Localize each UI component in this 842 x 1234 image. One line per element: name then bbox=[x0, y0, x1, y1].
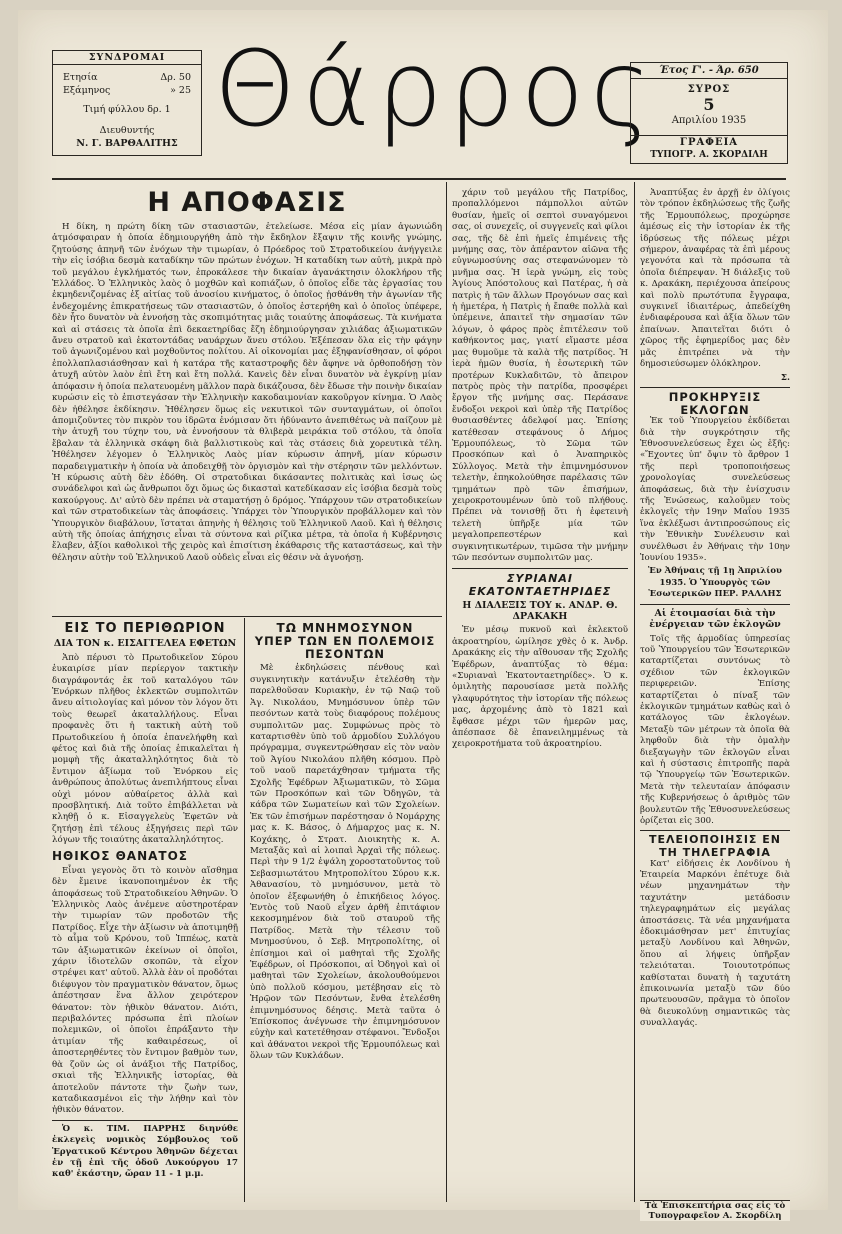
masthead-rule bbox=[52, 178, 786, 180]
col1-subheading: ΔΙΑ ΤΟΝ κ. ΕΙΣΑΓΓΕΛΕΑ ΕΦΕΤΩΝ bbox=[53, 638, 237, 650]
col4-rule bbox=[640, 604, 790, 605]
subscription-heading: ΣΥΝΔΡΟΜΑΙ bbox=[53, 51, 201, 65]
column-4 bbox=[640, 188, 790, 1202]
col2-text: Μὲ ἐκδηλώσεις πένθους καὶ συγκινητικὴν κατάνυξιν ἐτελέσθη τὴν παρελθοῦσαν Κυριακὴν, ἐν τῷ Ναῷ τοῦ Ἁγ. Νικολάου, Μνημόσυνον ὑπὲρ τῶν πεσόντων κατὰ τοὺς διαφόρους πολέμους συμπολιτῶν μας. Συμφώνως πρὸς τὸ καταρτισθὲν ὑπὸ τοῦ ἁρμοδίου Συλλόγου πρόγραμμα, συγκεντρώθησαν εἰς τὸν ναὸν τοῦ Ἁγίου Νικολάου πλῆθη κόσμου. Πρὸ τοῦ ναοῦ παρετάχθησαν τμήματα τῆς Σχολῆς Ἐφέδρων Ἀξιωματικῶν, τὸ Σῶμα τῶν Προσκόπων καὶ τῶν Ὀδηγῶν, τὰ κάδρα τῶν Σωματείων καὶ τῶν Σχολείων. Ἐκ τῶν ἐπισήμων παρέστησαν ὁ Νομάρχης μας κ. Κ. Βάσος, ὁ Δήμαρχος μας κ. Ν. Κοχάκης, ὁ Στρατ. Διοικητὴς κ. Α. Μεταξᾶς καὶ αἱ λοιπαὶ Ἀρχαὶ τῆς πόλεως. Περὶ τὴν 9 1/2 ἐψάλη χοροστατοῦντος τοῦ Σεβασμιωτάτου Μητροπολίτου Σύρου κ.κ. Ἀθανασίου, τὸ μνημόσυνον, μετὰ τὸ ὁποῖον ἐξεφωνήθη ὁ ἐπικήδειος λόγος. Ἐντὸς τοῦ Ναοῦ εἶχεν ἀρθῆ ἐπιτάφιον κεκοσμημένον διὰ τοῦ σταυροῦ τῆς Πατρίδος. Μετὰ τὴν τέλεσιν τοῦ Μνημοσύνου, ὁ Σεβ. Μητροπολίτης, οἱ ἐπίσημοι καὶ οἱ μαθηταὶ τῆς Σχολῆς Ἐφέδρων, οἱ Πρόσκοποι, αἱ Ὀδηγοὶ καὶ οἱ μαθηταὶ τῶν Σχολείων, ἀκολουθούμενοι ὑπὸ πολλοῦ κόσμου, μετέβησαν εἰς τὸ Ἡρῷον τῶν Πεσόντων, ἔνθα ἐτελέσθη ἐπιμνημόσυνος δέησις. Μετὰ ταῦτα ὁ Ἐπίσκοπος ἀνέγνωσε τὴν ἐπιμνημόσυνον εὐχὴν καὶ κατετέθησαν στέφανοι. Ἔνδοξοι καὶ ἀθάνατοι νεκροὶ τῆς Ἑρμουπόλεως καὶ ὅλων τῶν Κυκλάδων. bbox=[250, 663, 440, 1062]
director-name: Ν. Γ. ΒΑΡΘΑΛΙΤΗΣ bbox=[76, 138, 178, 149]
issue-place: ΣΥΡΟΣ bbox=[687, 84, 731, 95]
lead-headline: Η ΑΠΟΦΑΣΙΣ bbox=[147, 187, 347, 218]
col4-heading3: ΤΕΛΕΙΟΠΟΙΗΣΙΣ ΕΝ ΤΗ ΤΗΛΕΓΡΑΦΙΑ bbox=[648, 833, 781, 859]
issue-box bbox=[630, 62, 788, 164]
col4-rule bbox=[640, 830, 790, 831]
column-divider bbox=[244, 618, 245, 1202]
subscription-semester: Εξάμηνος » 25 bbox=[63, 85, 191, 96]
column-divider bbox=[634, 182, 635, 1202]
col4-heading: ΠΡΟΚΗΡΥΞΙΣ ΕΚΛΟΓΩΝ bbox=[668, 389, 762, 417]
column-divider bbox=[446, 182, 447, 1202]
column-3 bbox=[452, 188, 628, 1202]
issue-day: 5 bbox=[703, 95, 715, 114]
lead-text: Η δίκη, η πρώτη δίκη τῶν στασιαστῶν, ἐτελείωσε. Μέσα εἰς μίαν ἀγωνιώδη ἀτμόσφαιραν ἡ ὁποία ἐδημιουργήθη ἀπὸ τὴν ἔκδηλον ἔξαψιν τῆς κοινῆς γνώμης, ζητούσης ἀπηνῆ τῶν ἐνόχων τὴν τιμωρίαν, ὁ Πρόεδρος τοῦ Στρατοδικείου ἀνήγγειλε τὴν εἰς ἰσόβια δεσμὰ καταδίκην τῶν πρώτων ἐνόχων. Ἡ καταδίκη των αὐτὴ, μικρὰ πρὸ τοῦ μεγάλου ἐγκλήματός των, ἐπροκάλεσε τὴν δικαίαν ἀγανάκτησιν ὁλοκλήρου τῆς Ἑλλάδος. Ὁ Ἑλληνικὸς λαὸς ὁ μοχθῶν καὶ κοπιάζων, ὁ ὁποῖος εἶδε τὰς ἐργασίας του ἐκμηδενιζομένας ἐξ αἰτίας τοῦ ἀνοσίου κινήματος, ὁ ὁποῖος ᾐσθάνθη τὴν ἀγωνίαν τῆς ἐνδεχομένης ἐπικρατήσεως τῶν στασιαστῶν, ὁ ὁποῖος ἐστερήθη καὶ ὁ ὁποῖος ὑπέφερε, δὲν ἦτο δυνατὸν νὰ ἐννοήσῃ τὰς σκοπιμότητας μιᾶς τοιαύτης ἀποφάσεως. Τὰ κινήματα καὶ αἱ στάσεις τὰ ὁποῖα ἐπὶ δεκαετηρίδας ἔζη ἐδημιούργησαν χιλιάδας ἀξιωματικῶν ἄνευ στρατοῦ καὶ ἑκατοντάδας ναυάρχων ἄνευ στόλου. Ἐξέπεσαν ὅλα εἰς τὴν φάγην τοῦ ἀγωνιζομένου καὶ μοχθοῦντος πολίτου. Αἱ οἰκονομίαι μας ἐξηφανίσθησαν, οἱ φόροι ἐπολλαπλασιάσθησαν καὶ ἡ κατάρα τῆς καταστροφῆς δὲν ἄφηνε νὰ ὀρθοποδήσῃ τὸν ἀτυχῆ αὐτὸν λαὸν ἐπὶ ἔτη καὶ ἔτη πολλά. Κανεὶς δὲν εἶναι δυνατὸν νὰ ἐγκρίνῃ μίαν ἀπόφασιν ἡ ὁποία πελατευομένη μᾶλλον παρὰ δικάζουσα, δὲν ἔδωσε τὴν ποινὴν δικαίαν κυρώσιν εἰς τὸ ἐπιστεγάσαν τὴν Ἑλληνικὴν κακοδαιμονίαν κακοῦργον κίνημα. Ὁ Λαὸς δὲν ἠθέλησε ἐκδίκησιν. Ἠθέλησεν ὅμως εἰς νεκυτικοὶ τῶν συνταγμάτων, οἱ ὁποῖοι ἀπομιζοῦντες τὸν πικρὸν του ἱδρῶτα ἐνόμισαν ὅτι ἠδύναντο ἀνεπιθέτως νὰ παίζουν μὲ τὴν ἀτυχῆ του τύχην του, νὰ ἐννοήσουν τὰ θλιβερὰ μειράκια τοῦ στόλου, τὰ ὁποῖα ἔβαλαν τὰ ἑλληνικὰ σκάφη διὰ βαλλιστικοὺς καὶ τὰς στάσεις διὰ χορευτικὰ τέλη. Ἠθέλησεν λέγομεν ὁ Ἑλληνικὸς Λαὸς μίαν κύρωσιν ἀπηνῆ, μίαν κύρωσιν παραδειγματικὴν ἡ ὁποία νὰ ἀποδειχθῇ τὸν ὀργισμὸν καὶ τὴν στέρησιν τῶν μελλόντων. Ἡ κύρωσις αὐτὴ δὲν ἐδόθη. Οἱ στρατοδικαι δικάσαντες πολιτικὰς καὶ ἰσως ὡς συνάδελφοι καὶ ὡς ἄνθρωποι ὄχι ὅμως ὡς δικασταὶ κατεδίκασαν εἰς ἰσόβια δεσμὰ τοὺς κακούργους. Δι' αὐτὸ δὲν πρέπει νὰ σταματήσῃ ὁ δρόμος. Ὑπάρχουν τῶν στρατοδικείων καὶ τῶν στρατοδικείων τὰς ἀποφάσεις. Ὑπάρχει τὸν Ὑπουργικὸν προβάλλομεν καὶ τὸν Ὑπουργικὸν διαβάλουν, ἵσταται ἀπηνὴς ἡ θέλησις τοῦ Ἑλληνικοῦ Λαοῦ. Καὶ ἡ θέλησις αὐτὴ τῆς ὁποίας ἀπήχησις εἶναι τὰ σύντονα καὶ ρίζικα μέτρα, τὰ ὁποῖα ἡ Κυβέρνησις ἔλαβεν, ἀξίοι καθολικοὶ τῆς χειρὸς καὶ ἐπισίτιση ἐκάθαρσις τῆς καταστάσεως, καὶ τὴν θέλησιν αὐτὴν τοῦ Ἑλληνικοῦ Λαοῦ οὐδεὶς εἶναι εἰς θέσιν νὰ ἀγνοήσῃ. bbox=[52, 222, 442, 563]
col3-text2: Ἐν μέσῳ πυκνοῦ καὶ ἐκλεκτοῦ ἀκροατηρίου, ὡμίλησε χθὲς ὁ κ. Ἀνδρ. Δρακάκης εἰς τὴν αἴθουσαν τῆς Σχολῆς Ἐφέδρων, ἀναπτύξας τὸ θέμα: «Συριαναὶ Ἑκατονταετηρίδες». Ὁ κ. ὁμιλητὴς παρουσίασε μετὰ πολλῆς γλαφυρότητος τὴν ἱστορίαν τῆς πόλεως μας, ἀρχομένης ἀπὸ τὸ 1821 καὶ ἔφθασε μέχρι τῶν ἡμερῶν μας, ἀπέσπασε δὲ ἐπανειλημμένως τὰ χειροκροτήματα τοῦ ἀκροατηρίου. bbox=[452, 625, 628, 750]
director-label: Διευθυντής bbox=[99, 125, 155, 136]
col2-heading-top: ΤΩ ΜΝΗΜΟΣΥΝΟΝ bbox=[276, 622, 414, 635]
col4-footer: Τὰ Ἐπισκεπτήρια σας εἰς τὸ Τυπογραφεῖον Α. Σκορδίλη bbox=[640, 1200, 790, 1221]
masthead bbox=[18, 10, 828, 185]
col4-text4: Κατ' εἰδήσεις ἐκ Λονδίνου ἡ Ἑταιρεία Μαρκόνι ἐπέτυχε διὰ νέων μηχανημάτων τὴν ταχυτάτην μετάδοσιν τηλεγραφημάτων εἰς μεγάλας ἀποστάσεις. Τὰ νέα μηχανήματα ἐδοκιμάσθησαν μετ' ἐπιτυχίας μεταξὺ Λονδίνου καὶ Ἀθηνῶν, ὅπου αἱ λήψεις ὑπῆρξαν τελειόταται. Τοιουτοτρόπως καθίσταται δυνατὴ ἡ ταχυτάτη ἐπικοινωνία μεταξὺ τῶν δύο πρωτευουσῶν, πρᾶγμα τὸ ὁποῖον θὰ διευκολύνῃ σημαντικῶς τὰς συναλλαγάς. bbox=[640, 858, 790, 1029]
col3-rule bbox=[452, 568, 628, 569]
col1-heading2: ΗΘΙΚΟΣ ΘΑΝΑΤΟΣ bbox=[52, 848, 188, 863]
col4-text2: Ἐκ τοῦ Ὑπουργείου ἐκδίδεται διὰ τὴν συγκρότησιν τῆς Ἐθνοσυνελεύσεως ἔχει ὡς ἑξῆς: «Ἔχοντες ὑπ' ὄψιν τὸ ἄρθρον 1 τῆς περὶ τροποποιήσεως χρονολογίας συνελεύσεως ἀποφάσεως, διὰ τὴν ἐνίσχυσιν τῆς Ἑνώσεως, καλοῦμεν τοὺς ἐκλογεῖς τὴν 19ην Μαΐου 1935 ἵνα ἐκλέξωσι ἀντιπροσώπους εἰς τὴν Ἐθνικὴν Συνέλευσιν καὶ συνέλθωσι ἐν Ἀθήναις τὴν 10ην Ἰουνίου 1935». bbox=[640, 416, 790, 564]
col1-notice: Ὁ κ. ΤΙΜ. ΠΑΡΡΗΣ διηνύθε ἐκλεγεὶς νομικὸς Σύμβουλος τοῦ Ἐργατικοῦ Κέντρου Ἀθηνῶν δέχεται ἐν τῇ ἐπὶ τῆς ὁδοῦ Λυκούργου 17 καθ' ἑκάστην, ὥραν 11 - 1 μ.μ. bbox=[52, 1123, 238, 1180]
newspaper-page bbox=[18, 10, 828, 1221]
issue-number: Έτος Γ'. - Άρ. 650 bbox=[631, 63, 787, 79]
subscription-box bbox=[52, 50, 202, 156]
lead-article bbox=[52, 222, 442, 614]
subscription-annual: Ετησία Δρ. 50 bbox=[63, 72, 191, 83]
col1-text2: Εἶναι γεγονὸς ὅτι τὸ κοινὸν αἴσθημα δὲν ἔμεινε ἱκανοποιημένον ἐκ τῆς ἀποφάσεως τοῦ Στρατοδικείου Ἀθηνῶν. Ὁ Ἑλληνικὸς Λαὸς ἀνέμενε αὐστηροτέραν τὴν τιμωρίαν τῶν προδοτῶν τῆς Πατρίδος. Εἶχε τὴν ἀξίωσιν νὰ ἀποτιμηθῇ τὸ αἷμα τοῦ Κρόνου, τοῦ Ἱππέως, κατὰ τῶν ἀξιωματικῶν ἐκείνων οἱ ὁποῖοι, χάριν ἰδιοτελῶν σκοπῶν, τὰ εἶχον στρέψει κατ' αὐτοῦ. Ἀλλὰ ἐὰν οἱ προδόται διέφυγον τὸν πραγματικὸν θάνατον, ὅμως ἀπέστησαν ἕνα ἄλλον χειρότερον θάνατον: τὸν ἠθικὸν θάνατον. Διότι, περιβαλόντες πρόσωπα ἐπὶ πλοίων πολεμικῶν, οἱ ὁποῖοι ἐπράξαντο τὴν ἀτιμίαν τῆς καθαιρέσεως, οἱ ἀποστερηθέντες τὸν ἔντιμον βαθμὸν των, θὰ ζοῦν ὡς οἱ ἀνάξιοι τῆς Πατρίδος, σκιαὶ τῆς Ἑλληνικῆς ἱστορίας, θὰ ἀποτελοῦν πάντοτε τὴν ζωὴν των, καταδικασμένοι εἰς τὴν λήθην καὶ τὸν ἠθικὸν θάνατον. bbox=[52, 865, 238, 1116]
col3-heading: ΣΥΡΙΑΝΑΙ ΕΚΑΤΟΝΤΑΕΤΗΡΙΔΕΣ bbox=[468, 572, 612, 598]
col4-heading2: Αἱ ἑτοιμασίαι διὰ τὴν ἐνέργειαν τῶν ἐκλογῶν bbox=[649, 607, 781, 631]
column-2 bbox=[250, 622, 440, 1202]
col1-heading: ΕΙΣ ΤΟ ΠΕΡΙΘΩΡΙΟΝ bbox=[64, 622, 226, 636]
col4-text1: Ἀναπτύξας ἐν ἀρχῇ ἐν ὀλίγοις τὸν τρόπον ἐκδηλώσεως τῆς ζωῆς τῆς Ἑρμουπόλεως, προχώρησε ἀμέσως εἰς τὴν ἱστορίαν ἐκ τῆς ἱδρύσεως τῆς πόλεως μέχρι σήμερον, ἀναφέρας τὰ ἐπὶ μέρους γεγονότα καὶ τὰ πρόσωπα τὰ ὁποῖα διέπρεψαν. Ἡ διάλεξις τοῦ κ. Δρακάκη, περιέχουσα ἀπείρους καὶ πολὺ πρωτότυπα ἔγγραφα, συγκινεῖ ἰδιαιτέρως, ἀπεδείχθη ἐνδιαφέρουσα καὶ ἀξία ὅλων τῶν ἐπαίνων. Ἀπαιτεῖται διότι ὁ χῶρος τῆς ἐφημερίδος μας δὲν μᾶς ἐπιτρέπει νὰ τὴν δημοσιεύσωμεν ὁλόκληρον. bbox=[640, 188, 790, 370]
col1-text1: Ἀπὸ πέρυσι τὸ Πρωτοδικεῖον Σύρου ἐυκαιρίσε μίαν περίεργον τακτικὴν διαγράφοντάς ἐκ τοῦ καταλόγου τῶν Ἐνόρκων πλῆθος ἐκλεκτῶν συμπολιτῶν ἄνευ αἰτιολογίας καὶ μόνον τὸν λόγον ὅτι τοὺς θεωρεῖ ἀκαταλλήλους. Εἶναι προφανὲς ὅτι ἡ τακτικὴ αὐτὴ τοῦ Πρωτοδικείου ἡ ὁποία ἐπανελήφθη καὶ φέτος καὶ διὰ τῆς ὁποίας ἐπικαλεῖται ἡ μομφὴ τῆς ἀκαταλληλότητος διὰ τὸ ἔντιμον ἀξίωμα τοῦ Ἐνόρκου εἰς ἀνθρώπους ἀπολύτως ἀνεπιλήπτους εἶναι οὐχὶ μόνον αὐθαίρετος ἀλλὰ καὶ προσβλητική. Διὰ τοῦτο ἐπιβάλλεται νὰ κληθῇ ὁ κ. Εἰσαγγελεὺς Ἐφετῶν νὰ ζητήσῃ ἐπὶ τέλους ἐξηγήσεις περὶ τῶν λόγων τῆς τοιαύτης ἀκαταλληλότητος. bbox=[52, 652, 238, 846]
col3-text1: χάριν τοῦ μεγάλου τῆς Πατρίδος, προπαλλόμενοι πάμπολλοι αὐτῶν θυσίαν, ἡμεῖς οἱ σεπτοὶ συναγόμενοι σας, οἱ συνεχεῖς, οἱ συγγενεῖς καὶ φίλοι σας, τῆς δὲ ἐπὶ ἡμεῖς ἐπιμένεις τῆς μνήμης σας, τὸν ἀπέραντον αἰῶνα τῆς εὐγνωμοσύνης σας στεφανώνομεν τὸ μνῆμα σας. Ἡ ἱερὰ γνώμη, εἰς τοὺς Ἁγίους Ἀπόστολους καὶ Πατέρας, ἡ σὰ πατρὶς ἡ τῶν ἄλλων Προγόνων σας καὶ ἡ ἡμετέρα, ἡ Πατρὶς ἡ ἔπαθε πολλὰ καὶ ὑπέμεινε, ἀπαιτεῖ τὴν σημασίαν τῶν λόγων, ὁ φάρος πρὸς ἐπιτέλεσιν τοῦ καθήκοντος μας, γιατί εἴμαστε μέσα μας θυμοῦμε τὰ καλὰ τῆς πατρίδος. Ἡ ἱερὰ ἡμῶν θυσία, ἡ ἐσωτερικὴ τῶν προτέρων Κυκλαδιτῶν, τὸ ἄπειρον πατρὸς πρὸς τὴν πατρίδα, προσφέρει ἔργον τῆς μνήμης σας. Περάσανε ἔνδοξοι νεκροὶ καὶ ὑπὲρ τῆς Πατρίδος θυσιασθέντες ἀδελφοί μας. Ἐπίσης κατέθεσαν στεφάνους ὁ Δήμος Ἑρμουπόλεως, τὸ Σῶμα τῶν Προσκόπων καὶ ὁ Ἀναπηρικὸς Σύλλογος. Μετὰ τὴν ἐπιμνημόσυνον τελετὴν, ἐπηκολούθησε παρέλασις τῶν τμημάτων πρὸ τῶν ἐπισήμων, χειροκροτουμένων ὑπὸ τοῦ πλήθους. Πρέπει νὰ τονισθῇ ὅτι ἡ ἐφετεινὴ τελετὴ ὑπῆρξε μία τῶν μεγαλοπρεπεστέρων καὶ συγκινητικωτέρων, τιμῶσα τὴν μνήμην τῶν πεσόντων συμπολιτῶν μας. bbox=[452, 188, 628, 563]
col4-rule bbox=[640, 387, 790, 388]
office-name: ΤΥΠΟΓΡ. Α. ΣΚΟΡΔΙΛΗ bbox=[650, 150, 768, 160]
col4-text3: Τοῖς τῆς ἀρμοδίας ὑπηρεσίας τοῦ Ὑπουργείου τῶν Ἐσωτερικῶν καταρτίζεται συντόνως τὸ σχέδιον τῶν ἐκλογικῶν περιφερειῶν. Ἐπίσης καταρτίζεται ὁ πίναξ τῶν ἐκλογικῶν τμημάτων καθὼς καὶ ὁ κατάλογος τῶν ἐκλογέων. Μεταξὺ τῶν μέτρων τὰ ὁποῖα θὰ ληφθοῦν διὰ τὴν ὁμαλὴν διεξαγωγὴν τῶν ἐκλογῶν εἶναι καὶ ἡ σύστασις ἐπιτροπῆς παρὰ τῷ Ὑπουργείῳ τῶν Ἐσωτερικῶν. Μετὰ τὴν τελευταίαν ἀπόφασιν τῆς Κυβερνήσεως ὁ ἀριθμὸς τῶν βουλευτῶν τῆς Ἐθνοσυνελεύσεως ὁρίζεται εἰς 300. bbox=[640, 633, 790, 826]
col1-rule bbox=[52, 1120, 238, 1121]
col2-heading: ΥΠΕΡ ΤΩΝ ΕΝ ΠΟΛΕΜΟΙΣ ΠΕΣΟΝΤΩΝ bbox=[254, 634, 436, 661]
lead-bottom-rule bbox=[52, 616, 442, 617]
col4-signature2: Ἐν Ἀθήναις τῇ 1ῃ Ἀπριλίου 1935. Ὁ Ὑπουργὸς τῶν Ἐσωτερικῶν ΠΕΡ. ΡΑΛΛΗΣ bbox=[648, 566, 782, 600]
office-label: ΓΡΑΦΕΙΑ bbox=[631, 135, 787, 149]
issue-price: Τιμή φύλλου δρ. 1 bbox=[83, 104, 171, 115]
col4-signature: Σ. bbox=[780, 372, 790, 383]
column-1 bbox=[52, 622, 238, 1202]
issue-date: Απριλίου 1935 bbox=[671, 115, 747, 126]
newspaper-title: Θάρρος bbox=[214, 28, 658, 150]
col3-subheading: Η ΔΙΑΛΕΞΙΣ ΤΟΥ κ. ΑΝΔΡ. Θ. ΔΡΑΚΑΚΗ bbox=[462, 599, 618, 622]
